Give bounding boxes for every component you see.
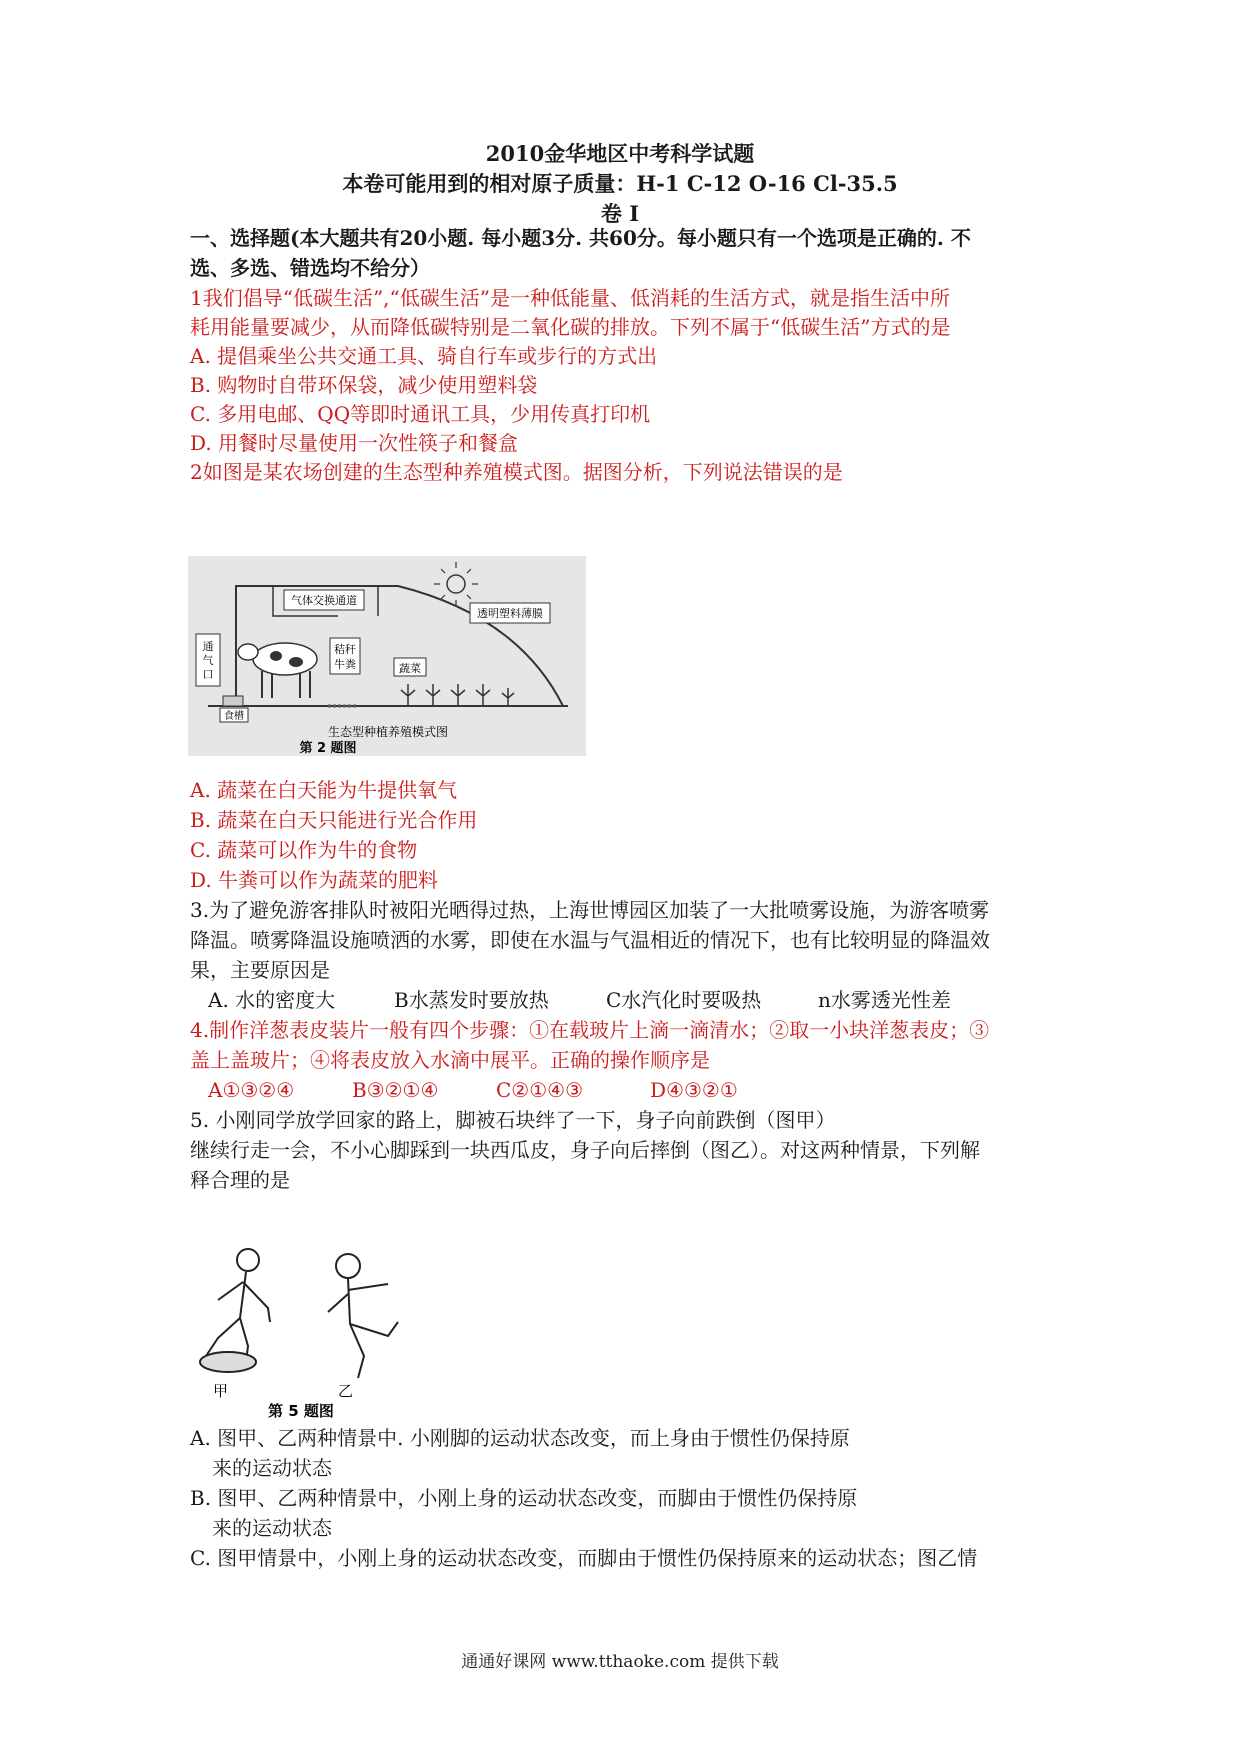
q2-option-d: D. 牛粪可以作为蔬菜的肥料	[190, 868, 439, 892]
q4-option-d: D④③②①	[650, 1078, 738, 1102]
vent-label-3: 口	[202, 668, 214, 681]
q4-option-c: C②①④③	[496, 1078, 584, 1102]
q1-stem-line1: 1我们倡导“低碳生活”,“低碳生活”是一种低能量、低消耗的生活方式，就是指生活中所	[190, 286, 950, 310]
fig-caption: 第 5 题图	[268, 1402, 334, 1418]
q4-option-b: B③②①④	[352, 1078, 439, 1102]
straw-label-1: 秸秆	[334, 643, 356, 656]
section-heading-line1: 一、选择题(本大题共有20小题. 每小题3分. 共60分。每小题只有一个选项是正确的. 不	[190, 226, 971, 250]
q2-option-a: A. 蔬菜在白天能为牛提供氧气	[190, 778, 458, 802]
trough-label: 食槽	[224, 711, 244, 722]
vegetables-label: 蔬菜	[399, 662, 421, 675]
q3-option-d: n水雾透光性差	[818, 988, 951, 1012]
section-heading-line2: 选、多选、错选均不给分）	[190, 256, 430, 280]
q1-stem-line2: 耗用能量要减少，从而降低碳特别是二氧化碳的排放。下列不属于“低碳生活”方式的是	[190, 315, 951, 339]
q2-option-b: B. 蔬菜在白天只能进行光合作用	[190, 808, 478, 832]
q5-stem-line3: 释合理的是	[190, 1168, 290, 1192]
q5-falling-figure	[188, 1238, 448, 1418]
q2-option-c: C. 蔬菜可以作为牛的食物	[190, 838, 418, 862]
q2-stem: 2如图是某农场创建的生态型种养殖模式图。据图分析，下列说法错误的是	[190, 460, 843, 484]
gas-channel-label: 气体交换通道	[291, 594, 357, 607]
q1-option-d: D. 用餐时尽量使用一次性筷子和餐盒	[190, 431, 519, 455]
q4-stem-line2: 盖上盖玻片；④将表皮放入水滴中展平。正确的操作顺序是	[190, 1048, 710, 1072]
q5-option-b-line2: 来的运动状态	[212, 1516, 332, 1540]
q3-stem-line1: 3.为了避免游客排队时被阳光晒得过热，上海世博园区加装了一大批喷雾设施，为游客喷雾	[190, 898, 990, 922]
q4-option-a: A①③②④	[208, 1078, 295, 1102]
q1-option-a: A. 提倡乘坐公共交通工具、骑自行车或步行的方式出	[190, 344, 658, 368]
q5-option-b-line1: B. 图甲、乙两种情景中，小刚上身的运动状态改变，而脚由于惯性仍保持原	[190, 1486, 858, 1510]
q5-stem-line2: 继续行走一会，不小心脚踩到一块西瓜皮，身子向后摔倒（图乙）。对这两种情景，下列解	[190, 1138, 980, 1162]
fig-left-label: 甲	[213, 1382, 229, 1400]
fig-right-label: 乙	[338, 1382, 354, 1400]
q3-options	[208, 988, 951, 1012]
straw-label-2: 牛粪	[334, 658, 356, 671]
q5-option-c-line1: C. 图甲情景中，小刚上身的运动状态改变，而脚由于惯性仍保持原来的运动状态；图乙情	[190, 1546, 978, 1570]
q5-stem-line1: 5. 小刚同学放学回家的路上，脚被石块绊了一下，身子向前跌倒（图甲）	[190, 1108, 836, 1132]
boy-falling-backward-icon	[328, 1254, 398, 1378]
page-title: 2010金华地区中考科学试题	[485, 141, 755, 166]
q4-options	[208, 1078, 738, 1102]
boy-falling-forward-icon	[200, 1249, 270, 1372]
vent-label-2: 气	[202, 654, 214, 667]
q1-option-c: C. 多用电邮、QQ等即时通讯工具，少用传真打印机	[190, 402, 651, 426]
volume-label: 卷 I	[600, 201, 640, 226]
q5-option-a-line1: A. 图甲、乙两种情景中. 小刚脚的运动状态改变，而上身由于惯性仍保持原	[190, 1426, 850, 1450]
q3-stem-line2: 降温。喷雾降温设施喷洒的水雾，即使在水温与气温相近的情况下，也有比较明显的降温效	[190, 928, 990, 952]
atomic-mass-note: 本卷可能用到的相对原子质量：H-1 C-12 O-16 Cl-35.5	[342, 171, 898, 196]
figure-caption: 生态型种植养殖模式图	[327, 725, 449, 739]
plastic-film-label: 透明塑料薄膜	[477, 607, 543, 620]
q1-option-b: B. 购物时自带环保袋，减少使用塑料袋	[190, 373, 538, 397]
figure-label: 第 2 题图	[299, 741, 357, 756]
q3-option-b: B水蒸发时要放热	[394, 988, 549, 1012]
q3-option-c: C水汽化时要吸热	[606, 988, 762, 1012]
footer-download-note: 通通好课网 www.tthaoke.com 提供下载	[461, 1652, 779, 1672]
vent-label-1: 通	[202, 640, 214, 653]
q2-ecological-farm-figure	[188, 556, 586, 756]
q5-option-a-line2: 来的运动状态	[212, 1456, 332, 1480]
q4-stem-line1: 4.制作洋葱表皮装片一般有四个步骤：①在载玻片上滴一滴清水；②取一小块洋葱表皮；③	[190, 1018, 990, 1042]
q3-option-a: A. 水的密度大	[208, 988, 336, 1012]
q3-stem-line3: 果，主要原因是	[190, 958, 330, 982]
trough-shape	[223, 696, 243, 706]
